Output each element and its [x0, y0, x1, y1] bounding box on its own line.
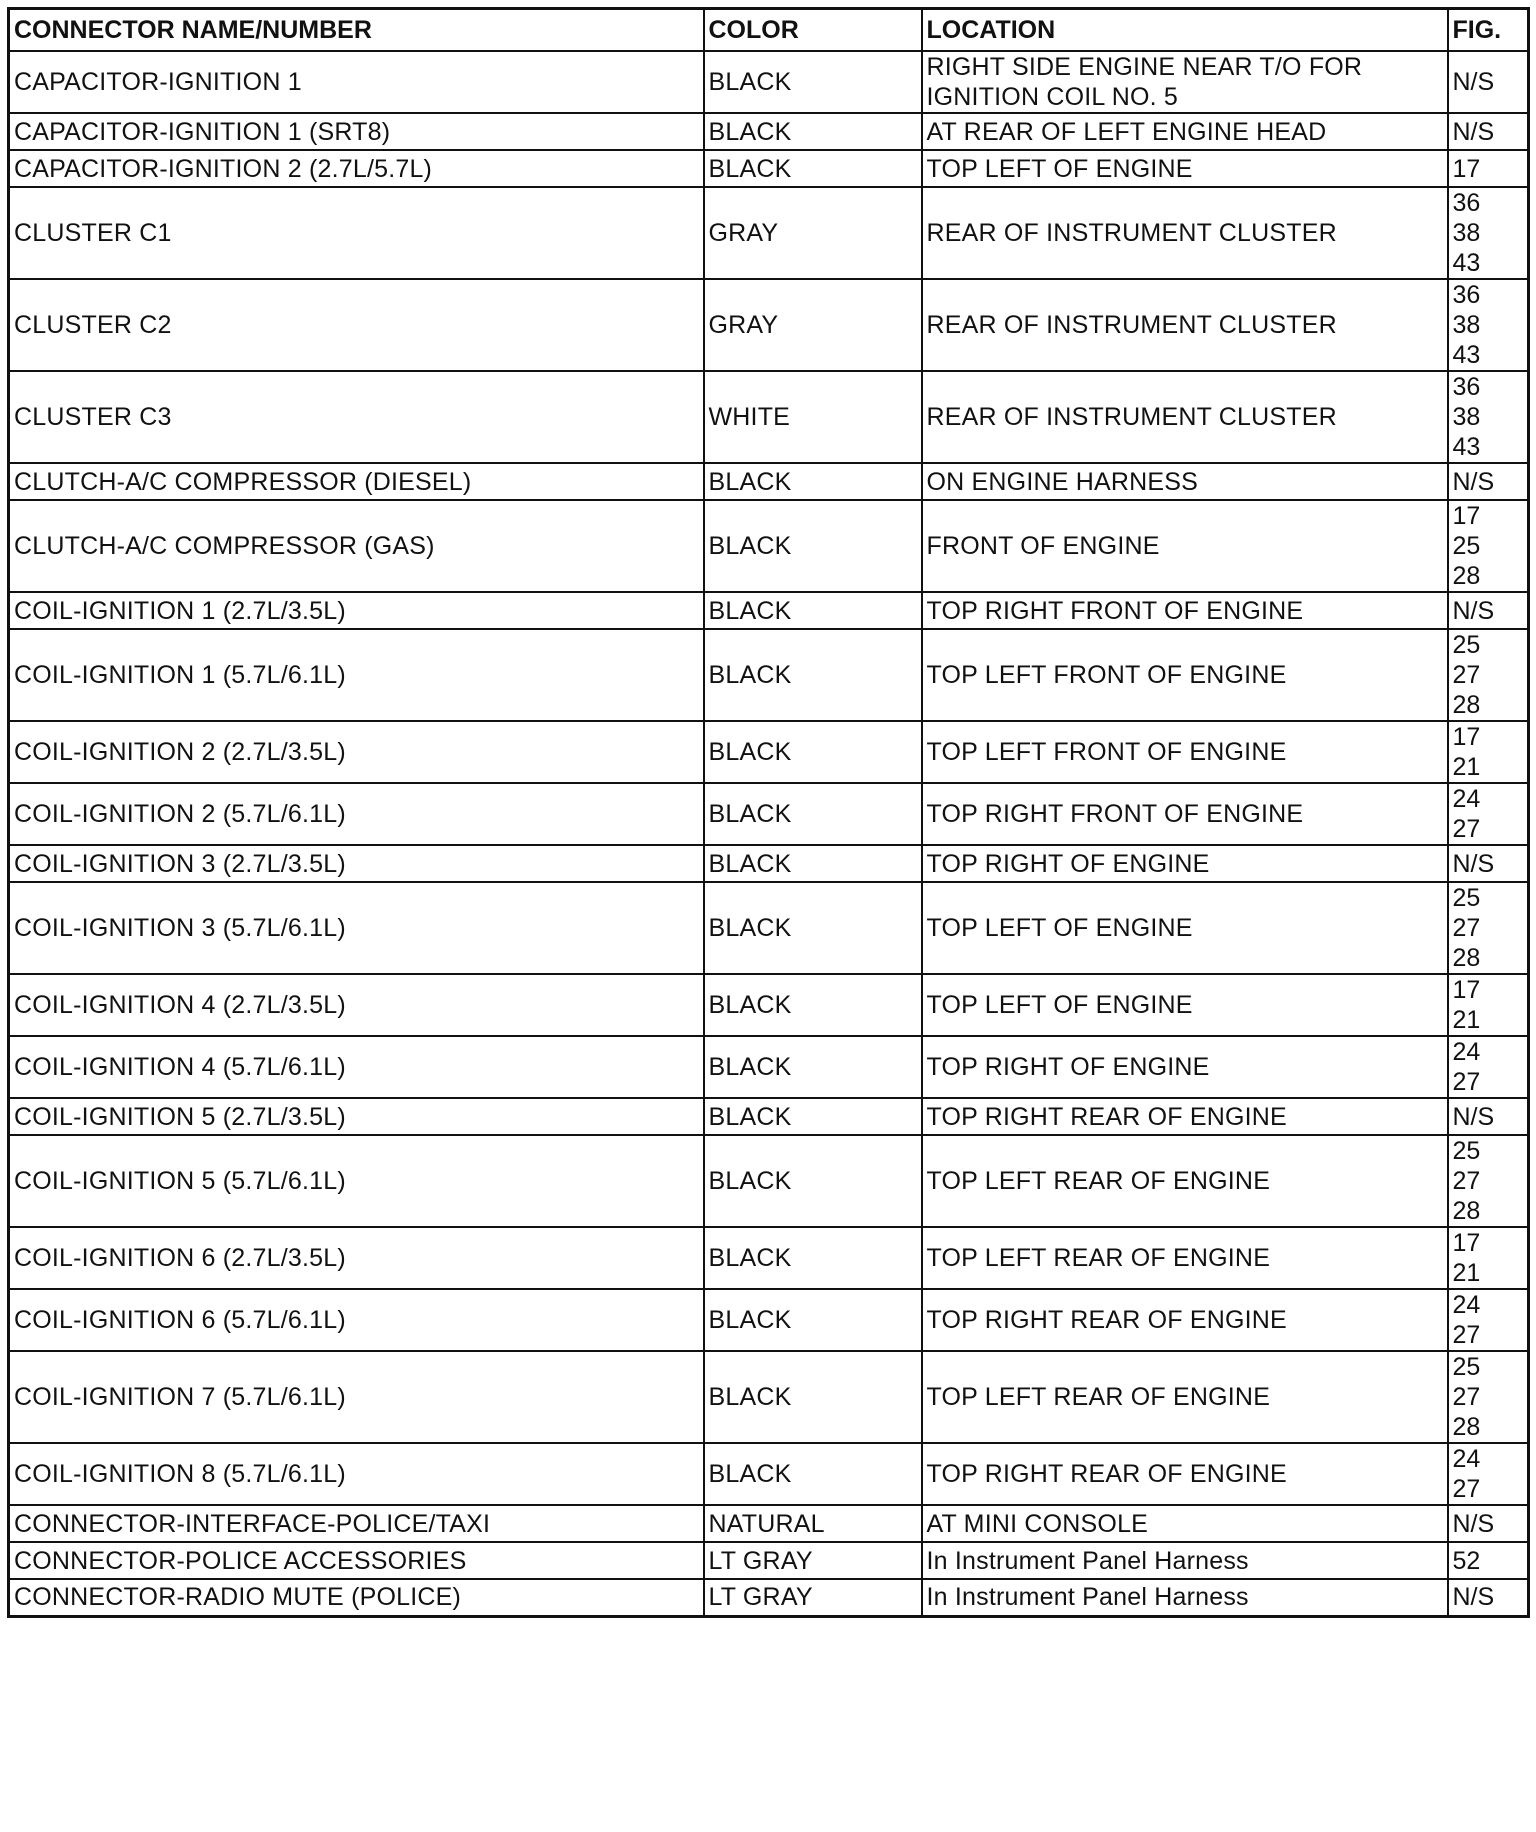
cell-location: TOP RIGHT REAR OF ENGINE: [922, 1289, 1448, 1351]
cell-location: TOP LEFT REAR OF ENGINE: [922, 1351, 1448, 1443]
cell-location: AT MINI CONSOLE: [922, 1505, 1448, 1542]
cell-fig: [1448, 1505, 1529, 1542]
cell-color: LT GRAY: [704, 1579, 922, 1616]
fig-number: 38: [1452, 403, 1481, 431]
fig-number: N/S: [1452, 68, 1495, 96]
fig-number: 52: [1452, 1546, 1481, 1575]
cell-color: BLACK: [704, 783, 922, 845]
cell-connector-name: COIL-IGNITION 7 (5.7L/6.1L): [9, 1351, 704, 1443]
cell-fig: [1448, 1542, 1529, 1579]
cell-fig: [1448, 500, 1529, 592]
cell-location: TOP RIGHT OF ENGINE: [922, 845, 1448, 882]
cell-connector-name: CONNECTOR-POLICE ACCESSORIES: [9, 1542, 704, 1579]
cell-location: TOP RIGHT REAR OF ENGINE: [922, 1098, 1448, 1135]
cell-color: BLACK: [704, 1443, 922, 1505]
fig-number: 21: [1452, 753, 1481, 781]
fig-number: 27: [1452, 1068, 1481, 1096]
cell-color: BLACK: [704, 721, 922, 783]
table-row: [9, 150, 1529, 187]
cell-fig: [1448, 279, 1529, 371]
cell-fig: [1448, 150, 1529, 187]
cell-connector-name: COIL-IGNITION 1 (2.7L/3.5L): [9, 592, 704, 629]
table-row: [9, 974, 1529, 1036]
fig-number: 43: [1452, 249, 1481, 277]
cell-location: TOP RIGHT FRONT OF ENGINE: [922, 783, 1448, 845]
table-body: [9, 51, 1529, 1616]
fig-number: N/S: [1452, 1102, 1495, 1131]
fig-number: 38: [1452, 219, 1481, 247]
cell-location: REAR OF INSTRUMENT CLUSTER: [922, 371, 1448, 463]
fig-number: 27: [1452, 661, 1481, 689]
fig-number: 25: [1452, 1353, 1481, 1381]
cell-location: TOP LEFT OF ENGINE: [922, 882, 1448, 974]
cell-color: BLACK: [704, 500, 922, 592]
cell-connector-name: CONNECTOR-RADIO MUTE (POLICE): [9, 1579, 704, 1616]
cell-fig: [1448, 974, 1529, 1036]
cell-connector-name: COIL-IGNITION 6 (2.7L/3.5L): [9, 1227, 704, 1289]
fig-number: 28: [1452, 944, 1481, 972]
cell-location: TOP RIGHT OF ENGINE: [922, 1036, 1448, 1098]
table-row: [9, 592, 1529, 629]
cell-connector-name: CAPACITOR-IGNITION 2 (2.7L/5.7L): [9, 150, 704, 187]
cell-location: TOP LEFT REAR OF ENGINE: [922, 1135, 1448, 1227]
table-row: [9, 371, 1529, 463]
cell-location: TOP LEFT FRONT OF ENGINE: [922, 629, 1448, 721]
fig-number: 25: [1452, 532, 1481, 560]
cell-color: BLACK: [704, 1036, 922, 1098]
cell-connector-name: COIL-IGNITION 4 (2.7L/3.5L): [9, 974, 704, 1036]
cell-fig: [1448, 1227, 1529, 1289]
cell-fig: [1448, 1098, 1529, 1135]
cell-connector-name: COIL-IGNITION 5 (5.7L/6.1L): [9, 1135, 704, 1227]
table-row: [9, 1542, 1529, 1579]
cell-connector-name: CLUTCH-A/C COMPRESSOR (DIESEL): [9, 463, 704, 500]
cell-location: TOP LEFT OF ENGINE: [922, 150, 1448, 187]
header-connector-name: CONNECTOR NAME/NUMBER: [9, 9, 704, 52]
cell-color: LT GRAY: [704, 1542, 922, 1579]
table-row: [9, 1443, 1529, 1505]
fig-number: 21: [1452, 1259, 1481, 1287]
table-row: [9, 113, 1529, 150]
cell-location: TOP LEFT REAR OF ENGINE: [922, 1227, 1448, 1289]
fig-number: 27: [1452, 914, 1481, 942]
fig-number: 25: [1452, 631, 1481, 659]
fig-number: 17: [1452, 976, 1481, 1004]
cell-color: WHITE: [704, 371, 922, 463]
cell-color: GRAY: [704, 279, 922, 371]
cell-color: NATURAL: [704, 1505, 922, 1542]
fig-number: N/S: [1452, 1583, 1495, 1612]
cell-location: AT REAR OF LEFT ENGINE HEAD: [922, 113, 1448, 150]
cell-fig: [1448, 882, 1529, 974]
cell-connector-name: CAPACITOR-IGNITION 1: [9, 51, 704, 113]
fig-number: 43: [1452, 433, 1481, 461]
cell-fig: [1448, 592, 1529, 629]
cell-color: BLACK: [704, 1098, 922, 1135]
cell-fig: [1448, 1443, 1529, 1505]
header-location: LOCATION: [922, 9, 1448, 52]
cell-connector-name: CLUSTER C2: [9, 279, 704, 371]
table-row: [9, 500, 1529, 592]
fig-number: N/S: [1452, 849, 1495, 878]
cell-connector-name: CLUSTER C1: [9, 187, 704, 279]
cell-connector-name: COIL-IGNITION 4 (5.7L/6.1L): [9, 1036, 704, 1098]
fig-number: N/S: [1452, 1509, 1495, 1538]
cell-color: BLACK: [704, 882, 922, 974]
fig-number: 17: [1452, 502, 1481, 530]
cell-location: TOP RIGHT REAR OF ENGINE: [922, 1443, 1448, 1505]
fig-number: 27: [1452, 815, 1481, 843]
fig-number: 24: [1452, 785, 1481, 813]
fig-number: 38: [1452, 311, 1481, 339]
header-fig: FIG.: [1448, 9, 1529, 52]
fig-number: 36: [1452, 281, 1481, 309]
cell-color: BLACK: [704, 1351, 922, 1443]
cell-location: In Instrument Panel Harness: [922, 1542, 1448, 1579]
cell-connector-name: COIL-IGNITION 3 (5.7L/6.1L): [9, 882, 704, 974]
cell-fig: [1448, 1579, 1529, 1616]
table-row: [9, 1579, 1529, 1616]
fig-number: 43: [1452, 341, 1481, 369]
table-row: [9, 845, 1529, 882]
table-row: [9, 1227, 1529, 1289]
cell-color: BLACK: [704, 1289, 922, 1351]
table-row: [9, 279, 1529, 371]
table-row: [9, 1098, 1529, 1135]
cell-color: BLACK: [704, 845, 922, 882]
cell-fig: [1448, 1135, 1529, 1227]
cell-fig: [1448, 113, 1529, 150]
fig-number: 27: [1452, 1383, 1481, 1411]
table-row: [9, 721, 1529, 783]
table-row: [9, 1505, 1529, 1542]
cell-location: TOP LEFT FRONT OF ENGINE: [922, 721, 1448, 783]
cell-color: BLACK: [704, 113, 922, 150]
cell-location: ON ENGINE HARNESS: [922, 463, 1448, 500]
cell-color: BLACK: [704, 150, 922, 187]
fig-number: 28: [1452, 691, 1481, 719]
cell-color: BLACK: [704, 1135, 922, 1227]
cell-fig: [1448, 629, 1529, 721]
cell-connector-name: COIL-IGNITION 2 (5.7L/6.1L): [9, 783, 704, 845]
fig-number: 17: [1452, 154, 1481, 183]
fig-number: 25: [1452, 884, 1481, 912]
table-row: [9, 882, 1529, 974]
cell-fig: [1448, 1036, 1529, 1098]
table-row: [9, 1289, 1529, 1351]
cell-color: GRAY: [704, 187, 922, 279]
cell-connector-name: CAPACITOR-IGNITION 1 (SRT8): [9, 113, 704, 150]
cell-connector-name: COIL-IGNITION 8 (5.7L/6.1L): [9, 1443, 704, 1505]
cell-connector-name: CONNECTOR-INTERFACE-POLICE/TAXI: [9, 1505, 704, 1542]
cell-connector-name: COIL-IGNITION 6 (5.7L/6.1L): [9, 1289, 704, 1351]
connector-location-table: [7, 7, 1530, 1618]
cell-location: REAR OF INSTRUMENT CLUSTER: [922, 187, 1448, 279]
fig-number: 24: [1452, 1038, 1481, 1066]
table-row: [9, 629, 1529, 721]
table-row: [9, 51, 1529, 113]
fig-number: 28: [1452, 1197, 1481, 1225]
fig-number: 27: [1452, 1167, 1481, 1195]
fig-number: 17: [1452, 723, 1481, 751]
cell-color: BLACK: [704, 51, 922, 113]
fig-number: 36: [1452, 373, 1481, 401]
cell-connector-name: COIL-IGNITION 3 (2.7L/3.5L): [9, 845, 704, 882]
cell-location: RIGHT SIDE ENGINE NEAR T/O FOR IGNITION COIL NO. 5: [922, 51, 1448, 113]
fig-number: 27: [1452, 1321, 1481, 1349]
table-row: [9, 1135, 1529, 1227]
cell-fig: [1448, 1289, 1529, 1351]
cell-location: FRONT OF ENGINE: [922, 500, 1448, 592]
cell-location: In Instrument Panel Harness: [922, 1579, 1448, 1616]
fig-number: 25: [1452, 1137, 1481, 1165]
fig-number: 24: [1452, 1291, 1481, 1319]
cell-color: BLACK: [704, 974, 922, 1036]
cell-connector-name: COIL-IGNITION 5 (2.7L/3.5L): [9, 1098, 704, 1135]
cell-connector-name: CLUTCH-A/C COMPRESSOR (GAS): [9, 500, 704, 592]
table-row: [9, 187, 1529, 279]
fig-number: 24: [1452, 1445, 1481, 1473]
cell-fig: [1448, 51, 1529, 113]
cell-fig: [1448, 371, 1529, 463]
fig-number: N/S: [1452, 117, 1495, 146]
header-color: COLOR: [704, 9, 922, 52]
fig-number: 28: [1452, 562, 1481, 590]
cell-fig: [1448, 1351, 1529, 1443]
cell-color: BLACK: [704, 629, 922, 721]
cell-connector-name: CLUSTER C3: [9, 371, 704, 463]
cell-color: BLACK: [704, 592, 922, 629]
cell-fig: [1448, 721, 1529, 783]
table-row: [9, 463, 1529, 500]
table-row: [9, 783, 1529, 845]
fig-number: N/S: [1452, 467, 1495, 496]
cell-connector-name: COIL-IGNITION 1 (5.7L/6.1L): [9, 629, 704, 721]
cell-connector-name: COIL-IGNITION 2 (2.7L/3.5L): [9, 721, 704, 783]
table-header-row: [9, 9, 1529, 52]
cell-fig: [1448, 463, 1529, 500]
cell-fig: [1448, 783, 1529, 845]
table-row: [9, 1036, 1529, 1098]
cell-fig: [1448, 187, 1529, 279]
cell-fig: [1448, 845, 1529, 882]
fig-number: N/S: [1452, 596, 1495, 625]
cell-location: TOP LEFT OF ENGINE: [922, 974, 1448, 1036]
cell-location: REAR OF INSTRUMENT CLUSTER: [922, 279, 1448, 371]
fig-number: 27: [1452, 1475, 1481, 1503]
fig-number: 36: [1452, 189, 1481, 217]
table-row: [9, 1351, 1529, 1443]
fig-number: 21: [1452, 1006, 1481, 1034]
cell-color: BLACK: [704, 463, 922, 500]
fig-number: 28: [1452, 1413, 1481, 1441]
cell-location: TOP RIGHT FRONT OF ENGINE: [922, 592, 1448, 629]
cell-color: BLACK: [704, 1227, 922, 1289]
fig-number: 17: [1452, 1229, 1481, 1257]
